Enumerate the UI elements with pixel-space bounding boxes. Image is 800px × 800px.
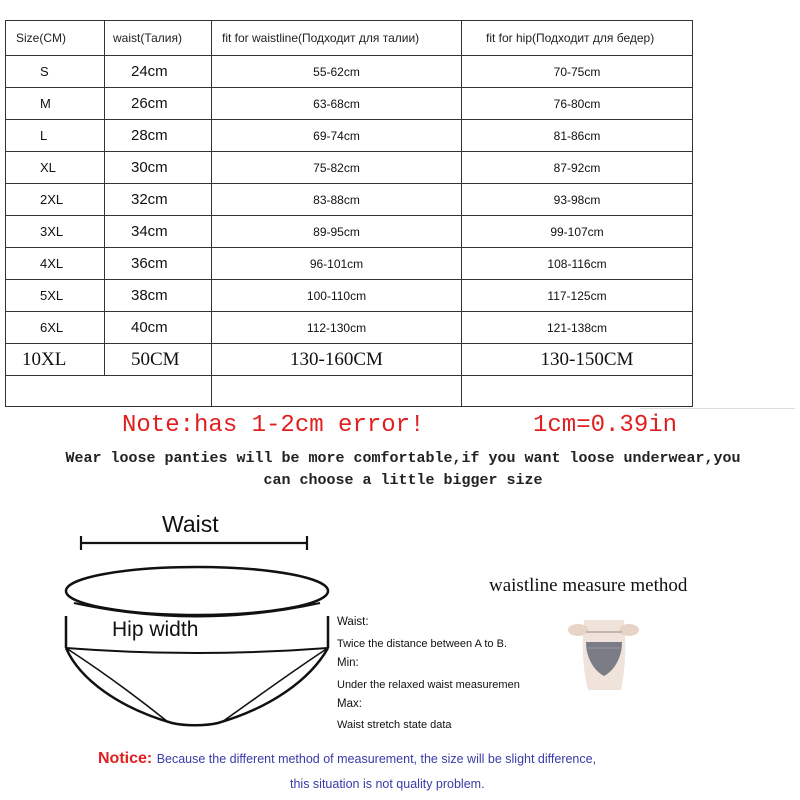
error-note: Note:has 1-2cm error!	[122, 412, 425, 439]
fit-waist-cell: 96-101cm	[212, 248, 462, 280]
fit-hip-cell: 117-125cm	[462, 280, 693, 312]
table-row	[6, 312, 693, 344]
table-row	[6, 248, 693, 280]
min-definition-text: Under the relaxed waist measuremen	[337, 679, 520, 691]
fit-waist-cell: 75-82cm	[212, 152, 462, 184]
fit-waist-cell: 55-62cm	[212, 56, 462, 88]
table-row	[6, 152, 693, 184]
header-waist: waist(Талия)	[105, 21, 212, 56]
notice-text-1: Because the different method of measurement, the size will be slight difference,	[156, 752, 597, 766]
header-fit-hip: fit for hip(Подходит для бедер)	[462, 21, 693, 56]
fit-waist-cell: 100-110cm	[212, 280, 462, 312]
size-cell: 6XL	[6, 312, 105, 344]
waist-cell: 34cm	[105, 216, 212, 248]
loose-fit-line-2: can choose a little bigger size	[263, 472, 543, 489]
fit-hip-cell: 87-92cm	[462, 152, 693, 184]
waist-label: Waist	[162, 511, 219, 537]
waist-definition-text: Twice the distance between A to B.	[337, 638, 507, 650]
size-cell: 2XL	[6, 184, 105, 216]
min-definition-heading: Min:	[337, 657, 359, 669]
max-definition-text: Waist stretch state data	[337, 719, 452, 731]
table-row	[6, 120, 693, 152]
size-cell: 10XL	[6, 344, 105, 376]
fit-waist-cell: 69-74cm	[212, 120, 462, 152]
table-row	[6, 184, 693, 216]
fit-waist-cell: 89-95cm	[212, 216, 462, 248]
table-row	[6, 88, 693, 120]
waist-cell: 24cm	[105, 56, 212, 88]
notice-line-1	[98, 750, 596, 768]
fit-hip-cell: 76-80cm	[462, 88, 693, 120]
fit-waist-cell: 130-160CM	[212, 344, 462, 376]
size-cell: S	[6, 56, 105, 88]
waist-cell: 28cm	[105, 120, 212, 152]
notice-label: Notice:	[98, 750, 153, 767]
waist-cell: 30cm	[105, 152, 212, 184]
waist-cell: 40cm	[105, 312, 212, 344]
waist-cell: 38cm	[105, 280, 212, 312]
size-cell: XL	[6, 152, 105, 184]
size-chart-table	[5, 20, 693, 407]
fit-hip-cell: 81-86cm	[462, 120, 693, 152]
fit-hip-cell: 70-75cm	[462, 56, 693, 88]
fit-waist-cell: 83-88cm	[212, 184, 462, 216]
waist-cell: 36cm	[105, 248, 212, 280]
unit-conversion-note: 1cm=0.39in	[533, 412, 678, 439]
max-definition-heading: Max:	[337, 698, 362, 710]
loose-fit-advice	[8, 448, 798, 492]
loose-fit-line-1: Wear loose panties will be more comfortable,if you want loose underwear,you	[65, 450, 741, 467]
measure-photo-icon	[566, 612, 641, 692]
waist-cell: 26cm	[105, 88, 212, 120]
size-cell: M	[6, 88, 105, 120]
fit-waist-cell: 63-68cm	[212, 88, 462, 120]
fit-hip-cell: 121-138cm	[462, 312, 693, 344]
fit-hip-cell: 93-98cm	[462, 184, 693, 216]
size-cell: 4XL	[6, 248, 105, 280]
table-empty-row	[6, 376, 693, 407]
table-row	[6, 216, 693, 248]
fit-hip-cell: 130-150CM	[462, 344, 693, 376]
table-header-row	[6, 21, 693, 56]
divider-line	[640, 408, 795, 409]
empty-cell	[212, 376, 462, 407]
size-cell: 5XL	[6, 280, 105, 312]
method-title: waistline measure method	[489, 575, 688, 596]
empty-cell	[105, 376, 212, 407]
table-row	[6, 56, 693, 88]
size-cell: 3XL	[6, 216, 105, 248]
waist-cell: 32cm	[105, 184, 212, 216]
waist-cell: 50CM	[105, 344, 212, 376]
hip-width-label: Hip width	[112, 618, 199, 641]
table-row	[6, 280, 693, 312]
size-cell: L	[6, 120, 105, 152]
empty-cell	[462, 376, 693, 407]
waist-definition-heading: Waist:	[337, 616, 369, 628]
fit-waist-cell: 112-130cm	[212, 312, 462, 344]
fit-hip-cell: 108-116cm	[462, 248, 693, 280]
fit-hip-cell: 99-107cm	[462, 216, 693, 248]
empty-cell	[6, 376, 105, 407]
header-size: Size(CM)	[6, 21, 105, 56]
notice-text-2: this situation is not quality problem.	[290, 777, 485, 791]
table-row	[6, 344, 693, 376]
header-fit-waist: fit for waistline(Подходит для талии)	[212, 21, 462, 56]
